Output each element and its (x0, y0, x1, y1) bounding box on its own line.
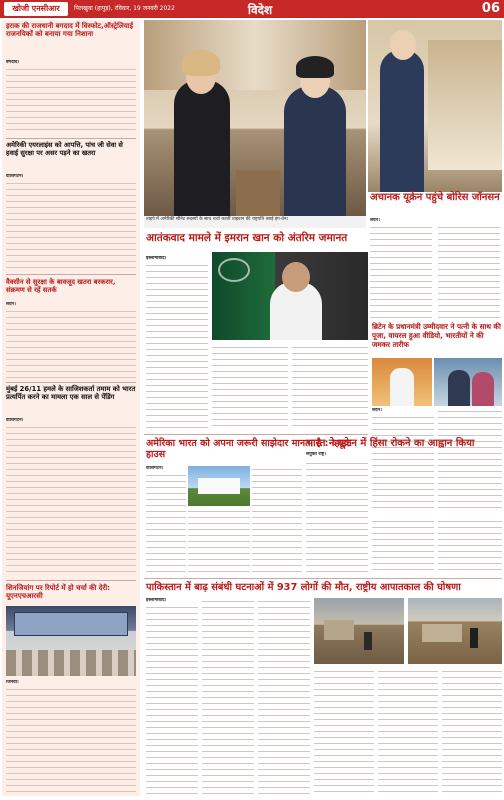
dateline: पिलखुवा (हापुड़), रविवार, 19 जनवरी 2022 (74, 5, 175, 12)
person-shape (470, 628, 478, 648)
us-byline: वाशिंगटन। (146, 466, 164, 471)
screen-shape (14, 612, 128, 636)
rishi-byline: लंदन। (372, 408, 382, 413)
story-body (6, 66, 136, 134)
story-byline: जिनेवा। (6, 680, 19, 685)
wall-shape (144, 20, 366, 90)
ukraine-body-col2 (372, 518, 434, 574)
pakistan-body-col6 (442, 668, 502, 796)
section-title: विदेश (247, 3, 273, 17)
person-shape (390, 368, 414, 406)
person-shape (380, 50, 424, 192)
delegates-row (6, 650, 136, 676)
pakistan-byline: इस्लामाबाद। (146, 598, 167, 603)
story-headline: मुंबई 26/11 हमले के साजिशकर्ता तमाम को भारत प्रत्यर्पित करने का मामला एक साल से पेंडिंग (6, 385, 136, 401)
building-shape (198, 478, 240, 494)
ukraine-byline: संयुक्त राष्ट्र। (306, 452, 326, 457)
story-headline: अमेरिकी एयरलाइंस को आपत्ति, पांच जी सेवा से हवाई सुरक्षा पर असर पड़ने का खतरा (6, 141, 123, 157)
newspaper-logo: खोजी एनसीआर (4, 2, 68, 16)
flood-photo-1 (314, 598, 404, 664)
person-right (284, 86, 346, 216)
divider (6, 382, 136, 383)
us-headline: अमेरिका भारत को अपना जरूरी साझेदार मानता है : व्हाइट हाउस (146, 438, 352, 460)
pakistan-body-col5 (378, 668, 438, 796)
page-number: 06 (481, 1, 500, 16)
story-byline: वाशिंगटन। (6, 174, 24, 179)
person-left (174, 80, 230, 216)
white-house-photo (188, 466, 250, 506)
table-shape (236, 170, 280, 216)
us-body-col2 (188, 508, 250, 574)
flag-crescent-shape (218, 258, 250, 282)
imran-khan-photo (212, 252, 368, 340)
photo-caption: ताइपे में अमेरिकी सीनेट सदस्यों के साथ चर्चा करतीं ताइवान की राष्ट्रपति त्साई इंग-वेन। (144, 216, 366, 228)
story-body (6, 424, 136, 576)
story-body (6, 180, 136, 270)
rishi-headline: ब्रिटेन के प्रधानमंत्री उम्मीदवार ने पत्नी के साथ की पूजा, वायरल हुआ वीडियो, भारतीयों ने की जमकर तारीफ (372, 322, 501, 349)
pakistan-body-col2 (202, 598, 254, 796)
person-head (282, 262, 310, 292)
us-body-col1 (146, 472, 186, 574)
person-right-hair (296, 56, 334, 78)
story-byline: बगदाद। (6, 60, 20, 65)
building-shape (422, 624, 462, 642)
house-shape (324, 620, 354, 640)
imran-body-col3 (292, 344, 368, 430)
story-body (6, 686, 136, 792)
imran-headline: आतंकवाद मामले में इमरान खान को अंतरिम जमानत (146, 232, 348, 244)
person-shape (472, 372, 494, 406)
imran-body-col2 (212, 344, 288, 430)
divider (6, 580, 136, 581)
backdrop-shape (428, 40, 502, 170)
left-news-column (2, 20, 140, 796)
person-left-hair (182, 50, 220, 76)
ukraine-headline: भारत ने यूक्रेन में हिंसा रोकने का आह्वान किया (306, 438, 475, 449)
rishi-pooja-photo-2 (434, 358, 502, 406)
story-headline: इराक की राजधानी बगदाद में विस्फोट,ऑस्ट्रेलियाई राजनयिकों को बनाया गया निशाना (6, 22, 134, 39)
pakistan-body-col4 (314, 668, 374, 796)
story-body (6, 308, 136, 378)
divider (6, 274, 136, 275)
person-shape (364, 632, 372, 650)
us-body-col3 (252, 466, 302, 574)
divider (144, 434, 368, 435)
ukraine-body-col3 (438, 518, 502, 574)
ukraine-body-col1 (306, 460, 368, 574)
story-headline: वैक्सीन से सुरक्षा के बावजूद खतरा बरकरार, संक्रमण से रहें सतर्क (6, 278, 116, 295)
flood-photo-2 (408, 598, 502, 664)
person-shape (448, 370, 470, 406)
boris-headline: अचानक यूक्रेन पहुंचे बोरिस जॉनसन (370, 192, 500, 203)
boris-body-col2 (438, 224, 500, 320)
tsai-ing-wen-photo (368, 20, 502, 192)
divider (6, 138, 136, 139)
imran-body-col1 (146, 262, 208, 430)
story-byline: वाशिंगटन। (6, 418, 24, 423)
boris-body-col1 (370, 224, 432, 320)
rishi-body-col2 (438, 408, 502, 512)
boris-byline: लंदन। (370, 218, 380, 223)
pakistan-headline: पाकिस्तान में बाढ़ संबंधी घटनाओं में 937 लोगों की मौत, राष्ट्रीय आपातकाल की घोषणा (146, 582, 461, 593)
rishi-pooja-photo-1 (372, 358, 432, 406)
divider (144, 578, 502, 579)
pakistan-body-col3 (258, 598, 310, 796)
imran-byline: इस्लामाबाद। (146, 256, 167, 261)
story-headline: शिनजियांग पर रिपोर्ट में हो चर्चा की देरी: यूएनएचआरसी (6, 584, 110, 601)
un-meeting-photo (6, 606, 136, 676)
taiwan-meeting-photo (144, 20, 366, 216)
rishi-body-col1 (372, 414, 434, 512)
story-byline: लंदन। (6, 302, 16, 307)
pakistan-body-col1 (146, 604, 198, 796)
person-head (390, 30, 416, 60)
